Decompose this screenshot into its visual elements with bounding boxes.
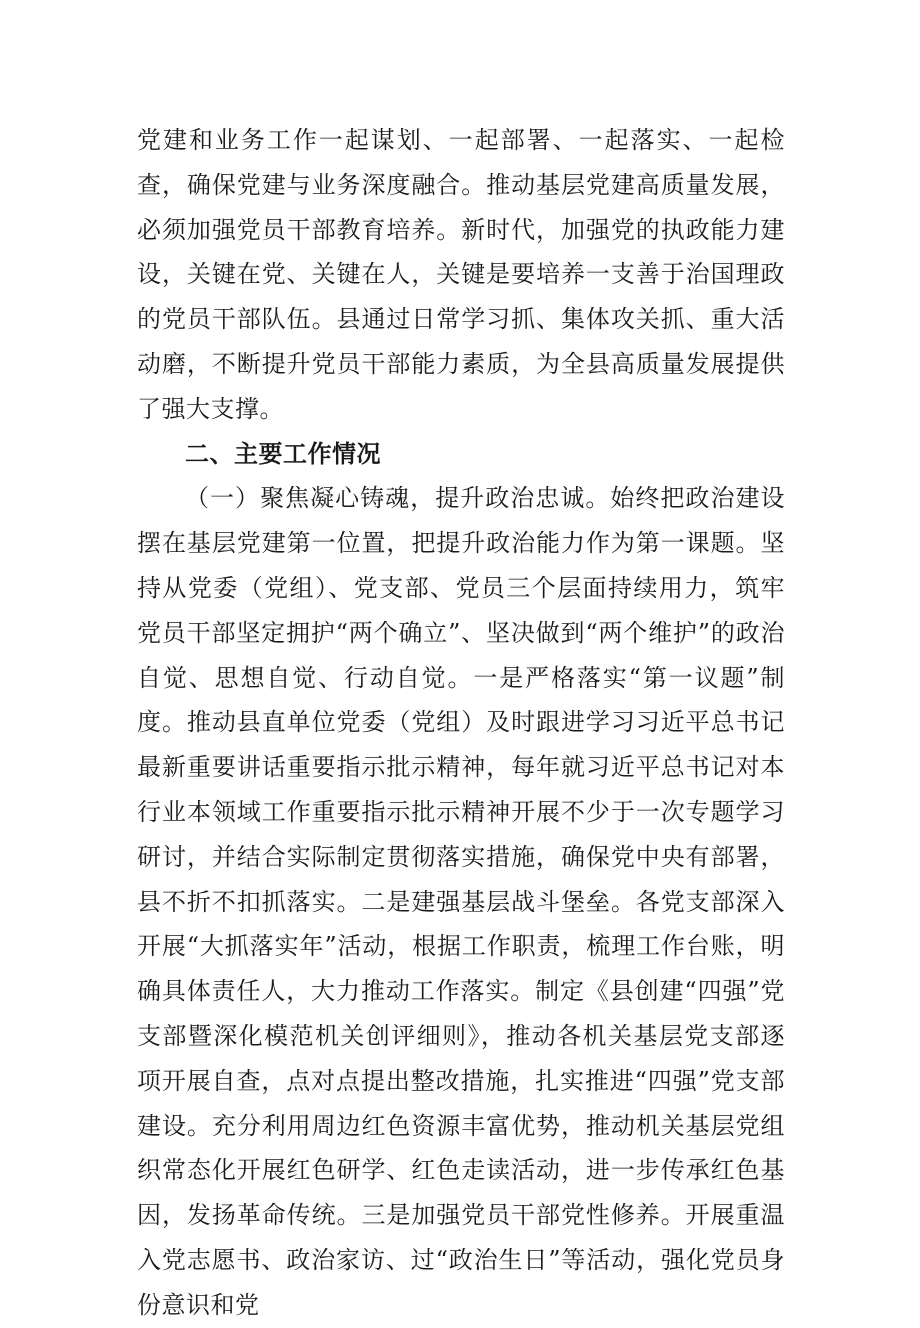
- paragraph-continued: 党建和业务工作一起谋划、一起部署、一起落实、一起检查，确保党建与业务深度融合。推动基层党建高质量发展，必须加强党员干部教育培养。新时代，加强党的执政能力建设，关键在党、关键在人，关键是要培养一支善于治国理政的党员干部队伍。县通过日常学习抓、集体攻关抓、重大活动磨，不断提升党员干部能力素质，为全县高质量发展提供了强大支撑。: [137, 126, 785, 423]
- section-heading: 二、主要工作情况: [185, 439, 381, 468]
- paragraph-section-1: （一）聚焦凝心铸魂，提升政治忠诚。始终把政治建设摆在基层党建第一位置，把提升政治能力作为第一课题。坚持从党委（党组）、党支部、党员三个层面持续用力，筑牢党员干部坚定拥护“两个确立”、坚决做到“两个维护”的政治自觉、思想自觉、行动自觉。一是严格落实“第一议题”制度。推动县直单位党委（党组）及时跟进学习习近平总书记最新重要讲话重要指示批示精神，每年就习近平总书记对本行业本领域工作重要指示批示精神开展不少于一次专题学习研讨，并结合实际制定贯彻落实措施，确保党中央有部署，县不折不扣抓落实。二是建强基层战斗堡垒。各党支部深入开展“大抓落实年”活动，根据工作职责，梳理工作台账，明确具体责任人，大力推动工作落实。制定《县创建“四强”党支部暨深化模范机关创评细则》，推动各机关基层党支部逐项开展自查，点对点提出整改措施，扎实推进“四强”党支部建设。充分利用周边红色资源丰富优势，推动机关基层党组织常态化开展红色研学、红色走读活动，进一步传承红色基因，发扬革命传统。三是加强党员干部党性修养。开展重温入党志愿书、政治家访、过“政治生日”等活动，强化党员身份意识和党: [137, 484, 785, 1319]
- document-body: [137, 118, 785, 1328]
